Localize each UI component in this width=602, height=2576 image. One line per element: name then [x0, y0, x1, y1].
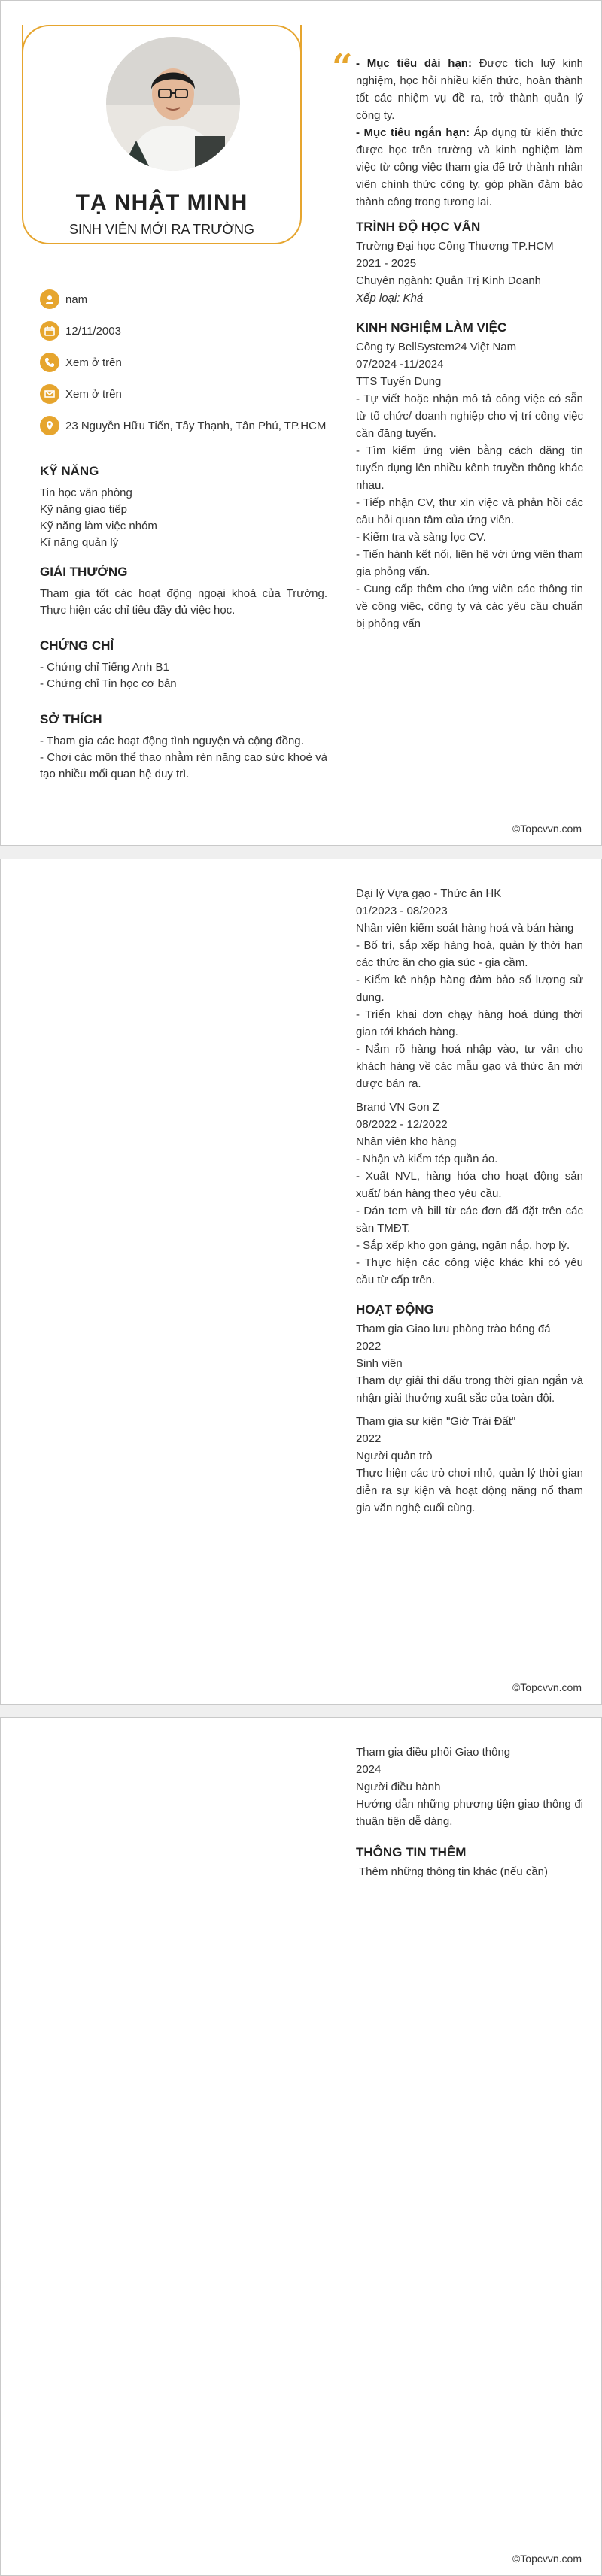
- job-company: Công ty BellSystem24 Việt Nam: [356, 341, 517, 353]
- cv-page-1: [0, 0, 602, 846]
- job-period: 01/2023 - 08/2023: [356, 905, 448, 917]
- certificates-title: CHỨNG CHỈ: [40, 638, 114, 653]
- activity-desc: Thực hiện các trò chơi nhỏ, quản lý thời gian diễn ra sự kiện và hoạt động năng nổ tham gia văn nghệ cuối cùng.: [356, 1467, 583, 1514]
- right-column: [332, 47, 584, 632]
- education-major: Chuyên ngành: Quản Trị Kinh Doanh: [356, 274, 541, 287]
- job-period: 07/2024 -11/2024: [356, 358, 444, 371]
- experience-title: KINH NGHIỆM LÀM VIỆC: [356, 320, 507, 335]
- location-icon: [40, 416, 59, 435]
- gender-icon: [40, 289, 59, 309]
- objective-long-label: - Mục tiêu dài hạn:: [356, 57, 472, 70]
- awards-text: Tham gia tốt các hoạt động ngoại khoá của Trường. Thực hiện các chỉ tiêu đầy đủ việc học.: [40, 587, 327, 617]
- activity-role: Người điều hành: [356, 1780, 441, 1793]
- email-link[interactable]: Xem ở trên: [65, 387, 122, 401]
- education-title: TRÌNH ĐỘ HỌC VẤN: [356, 220, 481, 234]
- contact-address: [40, 410, 327, 441]
- job-duty: - Sắp xếp kho gọn gàng, ngăn nắp, hợp lý.: [356, 1239, 570, 1252]
- job-duty: - Cung cấp thêm cho ứng viên các thông tin về công việc, công ty và các yêu cầu chuẩn bị phỏng vấn: [356, 583, 583, 630]
- skill-item: Kỹ năng giao tiếp: [40, 503, 127, 516]
- activity-entry: [356, 1320, 583, 1407]
- job-role: TTS Tuyển Dụng: [356, 375, 442, 388]
- activity-entry: [356, 1413, 583, 1517]
- education-grade: Xếp loại: Khá: [356, 292, 424, 305]
- right-column: [356, 1744, 583, 1880]
- certificate-item: - Chứng chỉ Tin học cơ bản: [40, 677, 177, 690]
- hobby-item: - Chơi các môn thể thao nhằm rèn năng cao sức khoẻ và tạo nhiều mối quan hệ duy trì.: [40, 751, 327, 780]
- contact-dob: [40, 315, 327, 347]
- gender-value: nam: [65, 292, 88, 306]
- job-duty: - Tìm kiếm ứng viên bằng cách đăng tin tuyển dụng lên nhiều kênh truyền thông khác nhau.: [356, 444, 583, 492]
- skill-item: Kĩ năng quản lý: [40, 536, 119, 549]
- additional-title: THÔNG TIN THÊM: [356, 1845, 467, 1859]
- job-duty: - Kiểm tra và sàng lọc CV.: [356, 531, 486, 544]
- job-role: Nhân viên kho hàng: [356, 1135, 457, 1148]
- skill-item: Kỹ năng làm việc nhóm: [40, 520, 157, 532]
- job-duty: - Xuất NVL, hàng hóa cho hoạt động sản xuất/ bán hàng theo yêu cầu.: [356, 1170, 583, 1200]
- skill-item: Tin học văn phòng: [40, 486, 132, 499]
- activities-title: HOẠT ĐỘNG: [356, 1302, 434, 1317]
- contact-phone: [40, 347, 327, 378]
- job-duty: - Nắm rõ hàng hoá nhập vào, tư vấn cho khách hàng về các mẫu gạo và thức ăn mới được bán ra.: [356, 1043, 583, 1090]
- email-icon: [40, 384, 59, 404]
- job-entry: [356, 1099, 583, 1289]
- activity-year: 2024: [356, 1763, 382, 1776]
- job-duty: - Dán tem và bill từ các đơn đã đặt trên các sàn TMĐT.: [356, 1205, 583, 1235]
- address-value: 23 Nguyễn Hữu Tiến, Tây Thạnh, Tân Phú, TP.HCM: [65, 419, 327, 432]
- job-duty: - Bố trí, sắp xếp hàng hoá, quản lý thời hạn các thức ăn cho gia súc - gia cầm.: [356, 939, 583, 969]
- additional-text: Thêm những thông tin khác (nếu cần): [359, 1865, 549, 1878]
- phone-link[interactable]: Xem ở trên: [65, 356, 122, 369]
- cv-page-3: [0, 1717, 602, 2576]
- phone-icon: [40, 353, 59, 372]
- quote-icon: “: [332, 47, 353, 89]
- job-company: Đại lý Vựa gạo - Thức ăn HK: [356, 887, 502, 900]
- activity-role: Sinh viên: [356, 1357, 403, 1370]
- avatar-photo: [106, 37, 240, 171]
- job-duty: - Triển khai đơn chạy hàng hoá đúng thời gian tới khách hàng.: [356, 1008, 583, 1038]
- hobby-item: - Tham gia các hoạt động tình nguyện và cộng đồng.: [40, 735, 304, 747]
- cv-page-2: [0, 859, 602, 1705]
- contact-gender: [40, 283, 327, 315]
- job-period: 08/2022 - 12/2022: [356, 1118, 448, 1131]
- skills-title: KỸ NĂNG: [40, 464, 99, 478]
- activity-role: Người quản trò: [356, 1450, 433, 1462]
- calendar-icon: [40, 321, 59, 341]
- avatar: [106, 37, 240, 171]
- activity-name: Tham gia Giao lưu phòng trào bóng đá: [356, 1323, 551, 1335]
- activity-desc: Hướng dẫn những phương tiện giao thông đi thuận tiện dễ dàng.: [356, 1798, 583, 1828]
- skills-list: [40, 485, 327, 551]
- education-years: 2021 - 2025: [356, 257, 417, 270]
- objective-short-label: - Mục tiêu ngắn hạn:: [356, 126, 470, 139]
- candidate-title: SINH VIÊN MỚI RA TRƯỜNG: [69, 222, 254, 237]
- hobbies-title: SỞ THÍCH: [40, 712, 102, 726]
- contact-list: [40, 283, 327, 441]
- footer-watermark: ©Topcvvn.com: [512, 1681, 582, 1693]
- profile-header: [22, 25, 302, 244]
- job-entry: [356, 338, 583, 632]
- job-role: Nhân viên kiểm soát hàng hoá và bán hàng: [356, 922, 574, 935]
- contact-email: [40, 378, 327, 410]
- activity-name: Tham gia điều phối Giao thông: [356, 1746, 511, 1759]
- job-duty: - Thực hiện các công việc khác khi có yêu cầu từ cấp trên.: [356, 1256, 583, 1286]
- awards-title: GIẢI THƯỞNG: [40, 565, 128, 579]
- education-school: Trường Đại học Công Thương TP.HCM: [356, 240, 554, 253]
- job-entry: [356, 885, 583, 1093]
- left-column: [40, 25, 327, 783]
- activity-desc: Tham dự giải thi đấu trong thời gian ngắn và nhận giải thưởng xuất sắc của toàn đội.: [356, 1374, 583, 1405]
- right-column: [356, 885, 583, 1517]
- activity-year: 2022: [356, 1340, 382, 1353]
- job-company: Brand VN Gon Z: [356, 1101, 439, 1114]
- job-duty: - Kiểm kê nhập hàng đảm bảo số lượng sử dụng.: [356, 974, 583, 1004]
- footer-watermark: ©Topcvvn.com: [512, 2553, 582, 2565]
- objective-long: [356, 55, 583, 124]
- objective-short: [356, 124, 583, 211]
- objective-long-text: Được tích luỹ kinh nghiệm, học hỏi nhiều kiến thức, hoàn thành tốt các nhiệm vụ đề ra, trở thành quản lý công ty.: [356, 57, 584, 122]
- job-duty: - Tự viết hoặc nhận mô tả công việc có sẵn từ tổ chức/ doanh nghiệp cho vị trí công việc cần đăng tuyển.: [356, 392, 583, 440]
- certificate-item: - Chứng chỉ Tiếng Anh B1: [40, 661, 169, 674]
- footer-watermark: ©Topcvvn.com: [512, 823, 582, 835]
- activity-name: Tham gia sự kiện "Giờ Trái Đất": [356, 1415, 516, 1428]
- objective-short-text: Áp dụng từ kiến thức được học trên trường và kinh nghiệm làm việc từ công việc tham gia để trở thành nhân viên chính thức công ty, góp phần đảm bảo thành công trong tương lai.: [356, 126, 583, 208]
- activity-entry: [356, 1744, 583, 1830]
- job-duty: - Tiếp nhận CV, thư xin việc và phản hồi các câu hỏi quan tâm của ứng viên.: [356, 496, 583, 526]
- dob-value: 12/11/2003: [65, 324, 121, 338]
- job-duty: - Tiến hành kết nối, liên hệ với ứng viên tham gia phỏng vấn.: [356, 548, 583, 578]
- activity-year: 2022: [356, 1432, 382, 1445]
- candidate-name: TẠ NHẬT MINH: [75, 190, 248, 215]
- job-duty: - Nhận và kiểm tép quần áo.: [356, 1153, 498, 1165]
